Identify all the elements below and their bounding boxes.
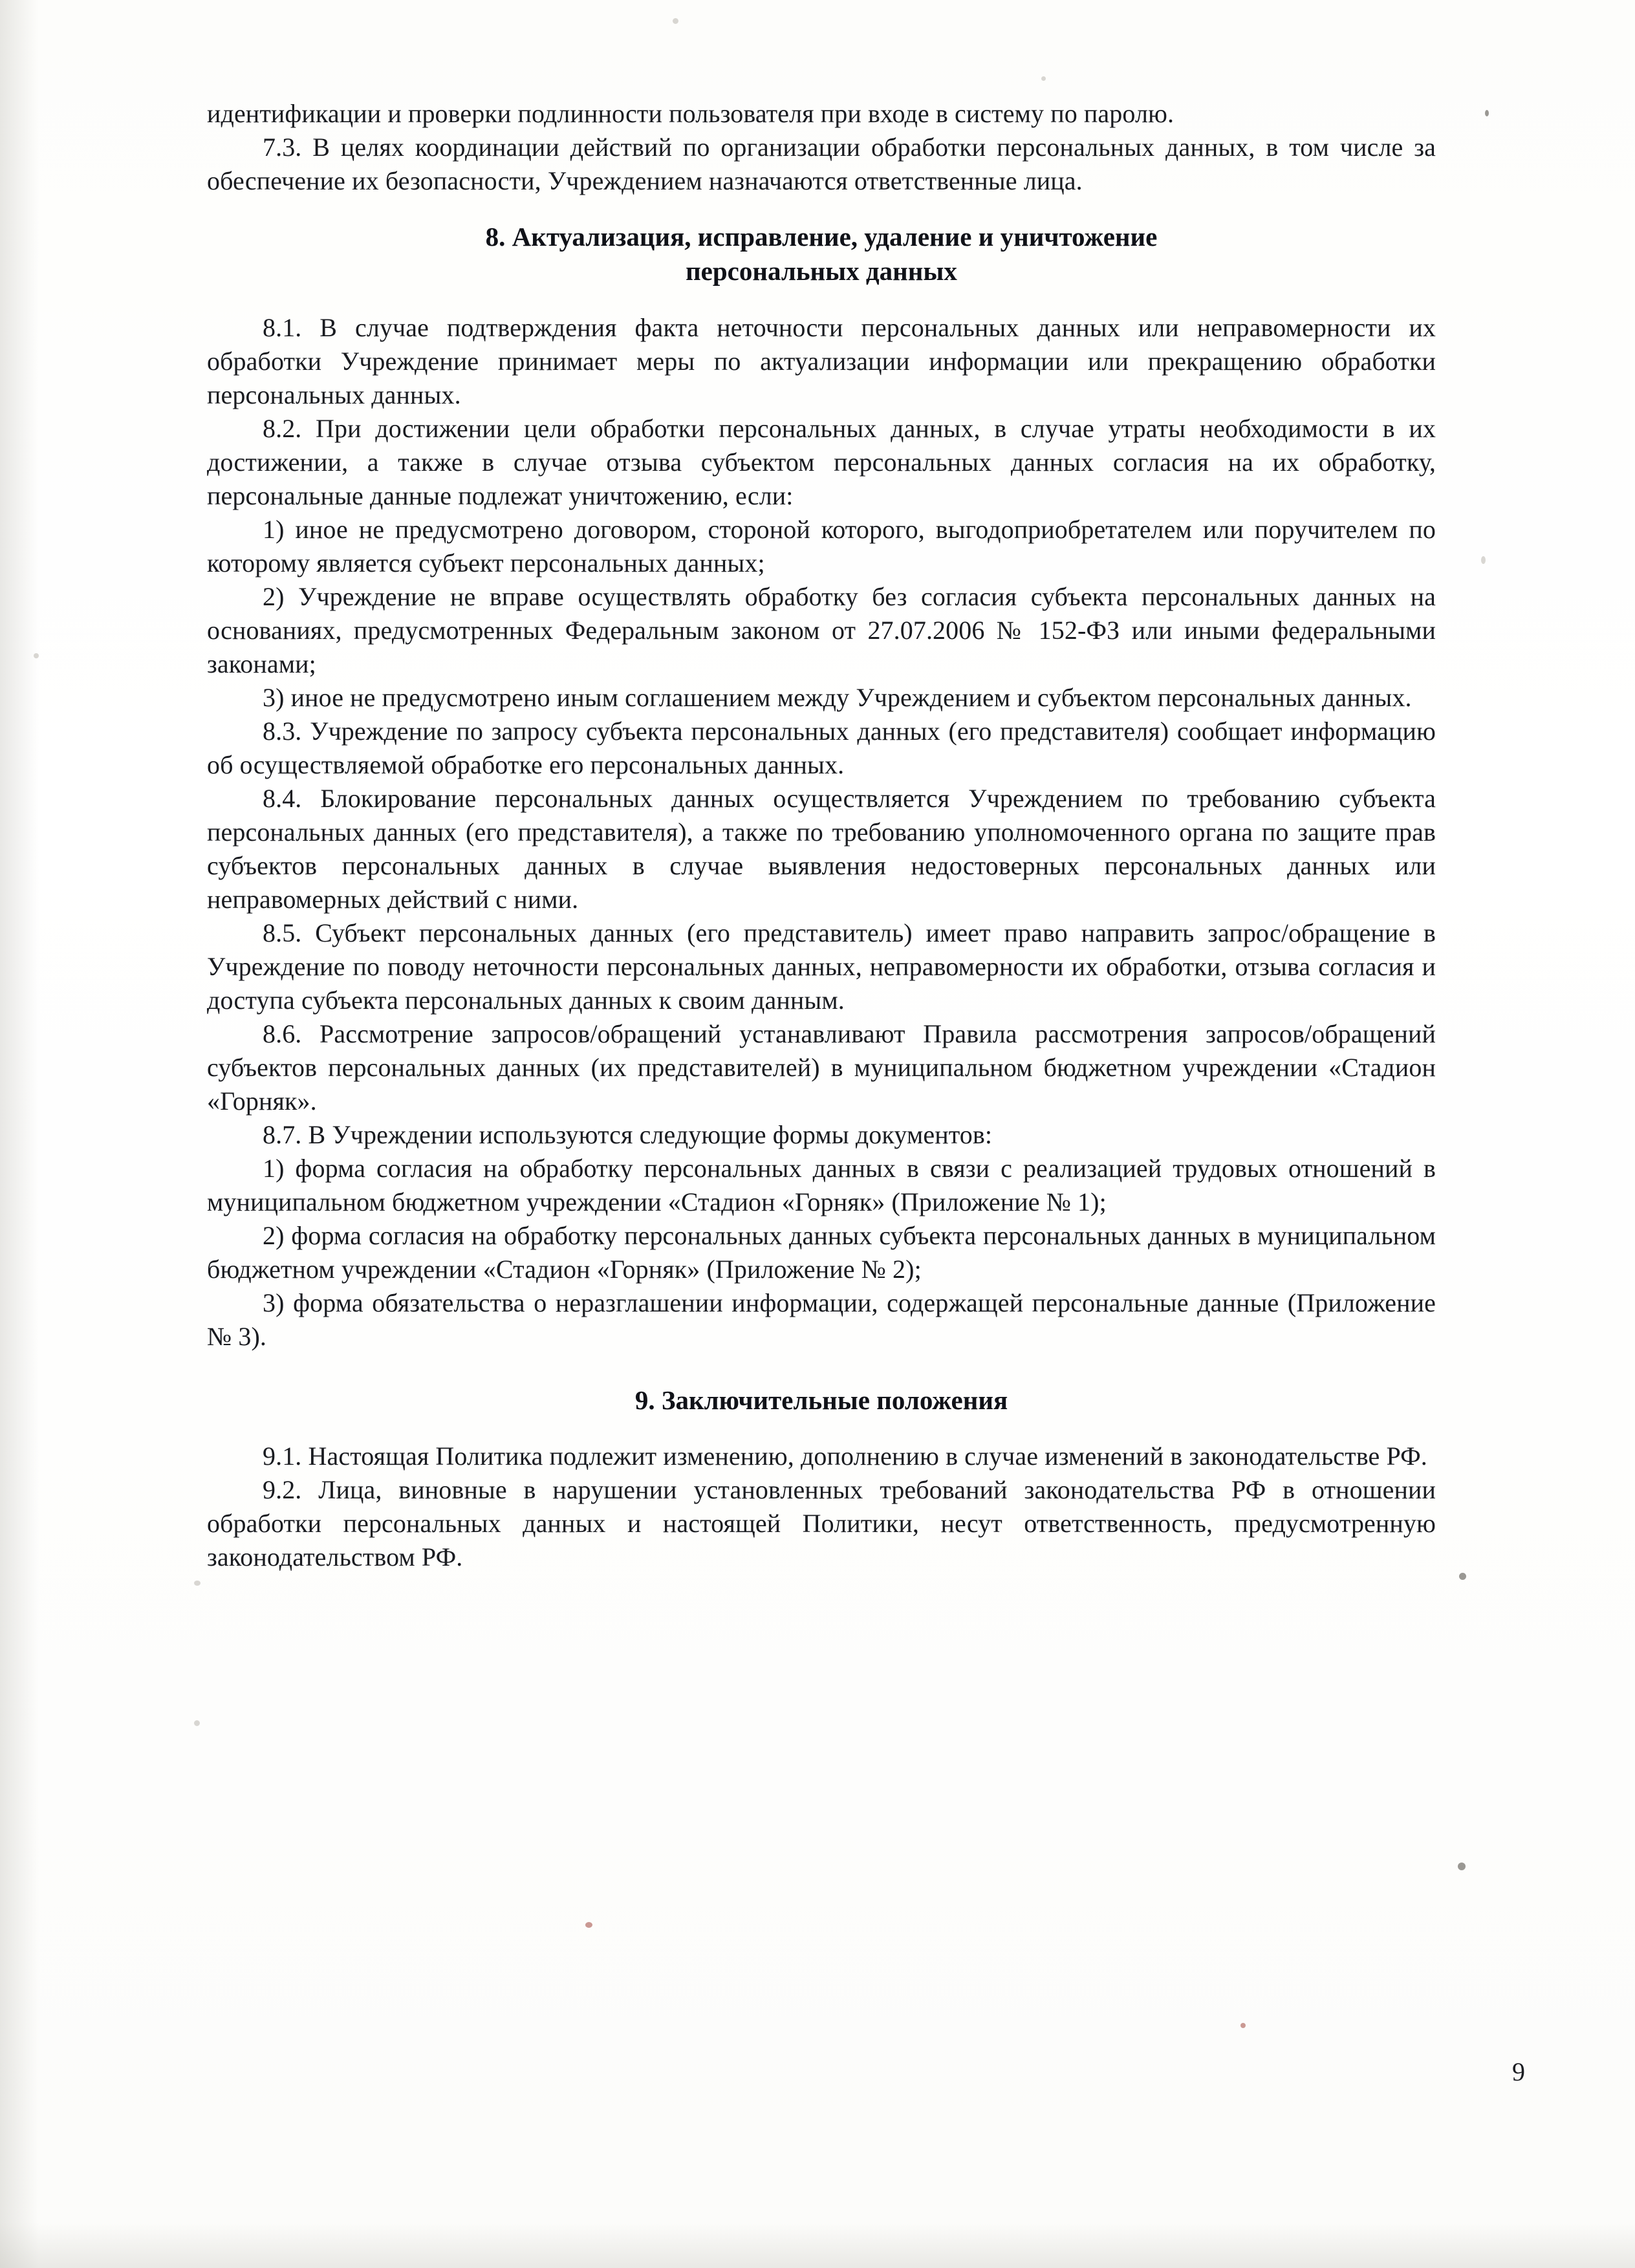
scan-speck (34, 653, 39, 658)
scan-speck (194, 1720, 200, 1726)
paragraph-8-7-item-2: 2) форма согласия на обработку персональных данных субъекта персональных данных в муниципальном бюджетном учреждении «Стадион «Горняк» (Приложение № 2); (207, 1220, 1436, 1284)
scan-speck (1481, 556, 1486, 564)
page-left-shadow (0, 0, 39, 2268)
scan-speck (1458, 1863, 1466, 1870)
paragraph-8-6: 8.6. Рассмотрение запросов/обращений устанавливают Правила рассмотрения запросов/обращений субъектов персональных данных (их представителей) в муниципальном бюджетном учреждении «Стадион «Горняк». (207, 1019, 1436, 1116)
paragraph-9-2: 9.2. Лица, виновные в нарушении установленных требований законодательства РФ в отношении обработки персональных данных и настоящей Политики, несут ответственность, предусмотренную законодательством РФ. (207, 1474, 1436, 1571)
paragraph-7-3: 7.3. В целях координации действий по организации обработки персональных данных, в том числе за обеспечение их безопасности, Учреждением назначаются ответственные лица. (207, 133, 1436, 195)
section-8-heading-line1: 8. Актуализация, исправление, удаление и уничтожение (485, 222, 1158, 252)
scan-speck (585, 1922, 592, 1928)
paragraph-8-7: 8.7. В Учреждении используются следующие формы документов: (263, 1119, 993, 1149)
paragraph-8-7-item-3: 3) форма обязательства о неразглашении информации, содержащей персональные данные (Приложение № 3). (207, 1288, 1436, 1351)
page-bottom-shadow (0, 2223, 1635, 2268)
paragraph-7-2-tail: идентификации и проверки подлинности пользователя при входе в систему по паролю. (207, 99, 1175, 128)
paragraph-8-1: 8.1. В случае подтверждения факта неточности персональных данных или неправомерности их обработки Учреждение принимает меры по актуализации информации или прекращению обработки персональных данных. (207, 312, 1436, 409)
paragraph-8-2: 8.2. При достижении цели обработки персональных данных, в случае утраты необходимости в их достижении, а также в случае отзыва субъектом персональных данных согласия на их обработку, персональные данные подлежат уничтожению, если: (207, 413, 1436, 510)
paragraph-8-7-item-1: 1) форма согласия на обработку персональных данных в связи с реализацией трудовых отношений в муниципальном бюджетном учреждении «Стадион «Горняк» (Приложение № 1); (207, 1153, 1436, 1216)
paragraph-9-1: 9.1. Настоящая Политика подлежит изменению, дополнению в случае изменений в законодательстве РФ. (263, 1441, 1427, 1471)
scan-speck (673, 18, 678, 24)
scan-speck (1041, 76, 1046, 81)
section-8-heading-line2: персональных данных (686, 256, 957, 286)
section-9-heading: 9. Заключительные положения (634, 1385, 1008, 1415)
scan-speck (1459, 1573, 1466, 1580)
scan-speck (194, 1581, 200, 1586)
document-body (207, 97, 1436, 1574)
paragraph-8-2-item-2: 2) Учреждение не вправе осуществлять обработку без согласия субъекта персональных данных на основаниях, предусмотренных Федеральным законом от 27.07.2006 № 152-ФЗ или иными федеральными законами; (207, 581, 1436, 678)
paragraph-8-5: 8.5. Субъект персональных данных (его представитель) имеет право направить запрос/обращение в Учреждение по поводу неточности персональных данных, неправомерности их обработки, отзыва согласия и доступа субъекта персональных данных к своим данным. (207, 918, 1436, 1015)
scan-speck (1485, 110, 1489, 116)
paragraph-8-4: 8.4. Блокирование персональных данных осуществляется Учреждением по требованию субъекта персональных данных (его представителя), а также по требованию уполномоченного органа по защите прав субъектов персональных данных в случае выявления недостоверных персональных данных или неправомерных действий с ними. (207, 783, 1436, 914)
scan-speck (1240, 2023, 1246, 2028)
page-number: 9 (1512, 2057, 1525, 2086)
paragraph-8-2-item-3: 3) иное не предусмотрено иным соглашением между Учреждением и субъектом персональных данных. (263, 682, 1412, 712)
paragraph-8-2-item-1: 1) иное не предусмотрено договором, стороной которого, выгодоприобретателем или поручителем по которому является субъект персональных данных; (207, 514, 1436, 578)
paragraph-8-3: 8.3. Учреждение по запросу субъекта персональных данных (его представителя) сообщает информацию об осуществляемой обработке его персональных данных. (207, 716, 1436, 779)
